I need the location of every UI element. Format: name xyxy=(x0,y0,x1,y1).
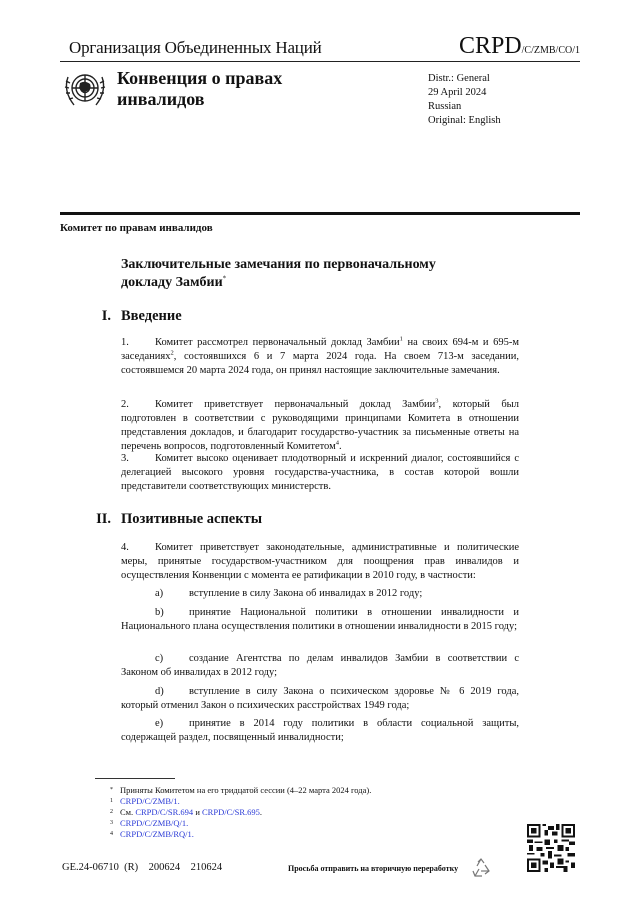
paragraph-number: 1. xyxy=(121,337,129,348)
section-number: II. xyxy=(96,511,111,527)
paragraph-2 xyxy=(121,398,519,454)
paragraph-text: Комитет рассмотрел первоначальный доклад Замбии xyxy=(155,337,400,348)
footnote-2 xyxy=(110,807,371,818)
list-item-a xyxy=(121,587,519,601)
paragraph-text: , состоявшихся 6 и 7 марта 2024 года. На своем 713-м заседании, состоявшемся 20 марта 2024 года, он принял настоящие заключительные замечания. xyxy=(121,351,519,376)
convention-title xyxy=(117,68,282,110)
footnotes xyxy=(110,785,371,840)
date: 29 April 2024 xyxy=(428,87,487,98)
header-rule xyxy=(60,61,580,62)
qr-code-icon[interactable] xyxy=(527,824,575,872)
recycle-icon xyxy=(470,857,492,879)
committee-name: Комитет по правам инвалидов xyxy=(60,222,213,234)
footnote-ref[interactable]: 4 xyxy=(335,439,339,447)
convention-title-line1: Конвенция о правах xyxy=(117,68,283,88)
footnote-separator xyxy=(95,778,175,779)
document-symbol xyxy=(459,33,580,60)
section-title: Введение xyxy=(121,308,182,324)
original-language: Original: English xyxy=(428,115,501,126)
paragraph-number: 4. xyxy=(121,542,129,553)
symbol-main: CRPD xyxy=(458,33,522,59)
language: Russian xyxy=(428,101,462,112)
paragraph-text: Комитет приветствует первоначальный доклад Замбии xyxy=(155,399,436,410)
footnote-link[interactable]: CRPD/C/ZMB/RQ/1. xyxy=(120,829,194,839)
list-item-b xyxy=(121,606,519,634)
footnote-mark: * xyxy=(110,787,113,793)
distribution-info xyxy=(428,72,501,128)
title-footnote-mark[interactable]: * xyxy=(222,274,227,283)
paragraph-text: Комитет приветствует законодательные, административные и политические меры, принятые государством-участником для поощрения прав инвалидов и осуществления Конвенции с момента ее ратификации в 2010 году, в частности: xyxy=(121,542,519,581)
footnote-mark: 2 xyxy=(110,809,113,815)
list-label: d) xyxy=(155,686,164,697)
footnote-ref[interactable]: 3 xyxy=(435,397,439,405)
footnote-text: См. xyxy=(120,807,136,817)
list-text: принятие Национальной политики в отношении инвалидности и Национального плана осуществления политики в отношении инвалидности в 2015 году; xyxy=(121,607,519,632)
paragraph-text: , который был подготовлен в соответствии с руководящими принципами Комитета в отношении представления докладов, и благодарит государство-участник за письменные ответы на перечень вопросов, подготовленный Комитетом xyxy=(121,399,519,452)
list-text: вступление в силу Закона о психическом здоровье № 6 2019 года, который отменил Закон о психических расстройствах 1949 года; xyxy=(121,686,519,711)
section-rule xyxy=(60,212,580,215)
paragraph-text: Комитет высоко оценивает плодотворный и искренний диалог, состоявшийся с делегацией высокого уровня государства-участника, в состав которой вошли представители соответствующих министерств. xyxy=(121,453,519,492)
section-number: I. xyxy=(101,308,111,324)
paragraph-number: 2. xyxy=(121,399,129,410)
footnote-text: Приняты Комитетом на его тридцатой сессии (4–22 марта 2024 года). xyxy=(120,785,372,795)
list-item-d xyxy=(121,685,519,713)
paragraph-3 xyxy=(121,452,519,494)
footnote-link[interactable]: CRPD/C/SR.694 xyxy=(135,807,194,817)
document-title xyxy=(121,256,436,292)
section-title: Позитивные аспекты xyxy=(121,511,263,527)
list-label: c) xyxy=(155,653,164,664)
paragraph-number: 3. xyxy=(121,453,129,464)
convention-title-line2: инвалидов xyxy=(117,89,205,109)
footnote-3 xyxy=(110,818,371,829)
section-heading-1 xyxy=(101,308,182,325)
title-line1: Заключительные замечания по первоначальному xyxy=(121,257,436,272)
footnote-mark: 1 xyxy=(110,798,113,804)
list-text: вступление в силу Закона об инвалидах в 2012 году; xyxy=(189,588,423,599)
list-label: e) xyxy=(155,718,164,729)
footnote-ref[interactable]: 2 xyxy=(170,349,174,357)
title-line2: докладу Замбии xyxy=(121,275,223,290)
un-emblem-icon xyxy=(60,67,110,111)
list-item-c xyxy=(121,652,519,680)
organization-name: Организация Объединенных Наций xyxy=(69,38,322,57)
footnote-4 xyxy=(110,829,371,840)
job-number: GE.24-06710 (R) 200624 210624 xyxy=(62,862,223,873)
paragraph-4 xyxy=(121,541,519,583)
footnote-mark: 3 xyxy=(110,820,113,826)
paragraph-text: . xyxy=(339,441,342,452)
list-label: a) xyxy=(155,588,164,599)
footnote-link[interactable]: CRPD/C/SR.695 xyxy=(202,807,260,817)
footnote-text: и xyxy=(193,807,202,817)
symbol-suffix: /C/ZMB/CO/1 xyxy=(521,45,580,56)
paragraph-1 xyxy=(121,336,519,378)
list-label: b) xyxy=(155,607,164,618)
footnote-link[interactable]: CRPD/C/ZMB/1. xyxy=(120,796,180,806)
paragraph-text: на своих 694-м и 695-м заседаниях xyxy=(121,337,519,362)
list-item-e xyxy=(121,717,519,745)
list-text: создание Агентства по делам инвалидов Замбии в соответствии с Законом об инвалидах в 2012 году; xyxy=(121,653,519,678)
section-heading-2 xyxy=(96,511,263,528)
footnote-text: . xyxy=(259,807,262,817)
footnote-link[interactable]: CRPD/C/ZMB/Q/1. xyxy=(120,818,189,828)
footnote-star xyxy=(110,785,371,796)
distr: Distr.: General xyxy=(428,73,490,84)
list-text: принятие в 2014 году политики в области социальной защиты, содержащей раздел, посвященный инвалидности; xyxy=(121,718,519,743)
footnote-ref[interactable]: 1 xyxy=(399,335,403,343)
footnote-1 xyxy=(110,796,371,807)
footnote-mark: 4 xyxy=(110,831,113,837)
recycle-notice: Просьба отправить на вторичную переработку xyxy=(288,864,459,873)
